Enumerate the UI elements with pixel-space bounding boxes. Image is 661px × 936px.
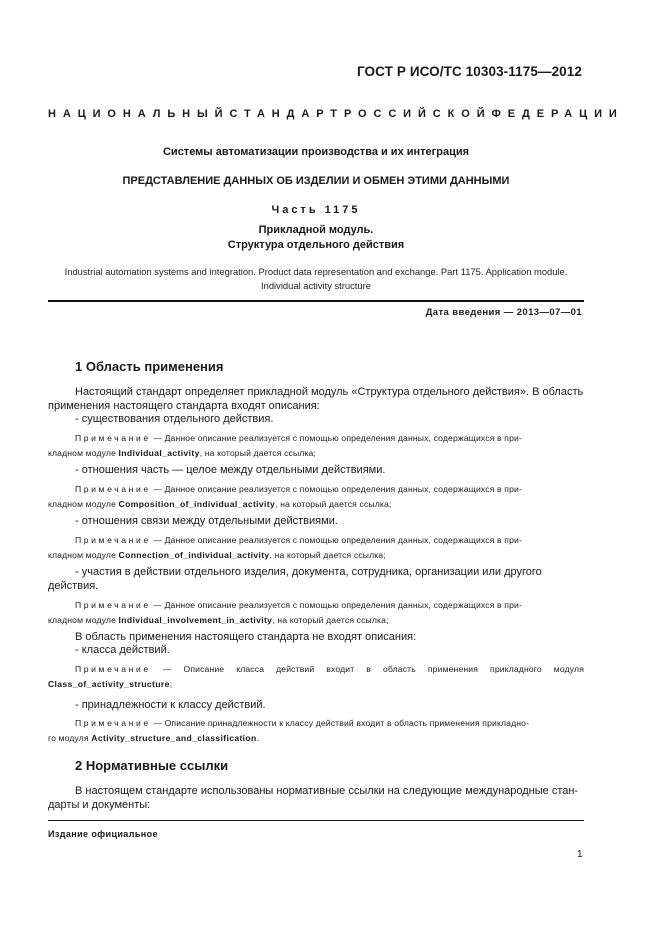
module-reference: Connection_of_individual_activity <box>118 550 270 560</box>
english-title <box>48 265 584 293</box>
note-1: Примечание — Данное описание реализуется с помощью определения данных, содержащихся в при- кладном модуле Individual_activity, на который дается ссылка; <box>48 433 523 458</box>
note-label: Примечание <box>75 433 151 443</box>
note-label: Примечание <box>75 718 151 728</box>
normative-references-line: дарты и документы: <box>48 798 151 811</box>
scope-item-line: действия. <box>48 579 99 592</box>
introduction-date: Дата введения — 2013—07—01 <box>425 307 582 318</box>
document-number: ГОСТ Р ИСО/ТС 10303-1175—2012 <box>356 64 582 79</box>
scope-intro-line: Настоящий стандарт определяет прикладной модуль «Структура отдельного действия». В область <box>75 386 584 398</box>
title-divider <box>48 300 584 302</box>
banner-word: СТАНДАРТ <box>229 108 344 120</box>
scope-item: - принадлежности к классу действий. <box>75 699 266 711</box>
scope-item: - существования отдельного действия. <box>75 413 274 425</box>
note-5: Примечание — Описание класса действий входит в область применения прикладного модуля Class_of_activity_structure; <box>48 664 584 689</box>
excluded-intro: В область применения настоящего стандарта не входят описания: <box>75 631 417 643</box>
official-edition-label: Издание официальное <box>48 829 158 839</box>
note-4: Примечание — Данное описание реализуется с помощью определения данных, содержащихся в при- кладном модуле Individual_involvement_in_activity, на который дается ссылка; <box>48 600 523 625</box>
main-title: ПРЕДСТАВЛЕНИЕ ДАННЫХ ОБ ИЗДЕЛИИ И ОБМЕН ЭТИМИ ДАННЫМИ <box>122 175 510 187</box>
module-reference: Class_of_activity_structure <box>48 679 170 689</box>
scope-item: - класса действий. <box>75 644 170 656</box>
module-reference: Composition_of_individual_activity <box>118 499 276 509</box>
banner-word: РОССИЙСКОЙ <box>343 108 492 120</box>
english-title-line: Industrial automation systems and integration. Product data representation and exchange. Part 1175. Application module. <box>64 266 568 277</box>
part-title: Часть 1175 <box>271 204 361 216</box>
normative-references-line: В настоящем стандарте использованы нормативные ссылки на следующие международные стан- <box>75 785 579 797</box>
scope-item: - отношения часть — целое между отдельными действиями. <box>75 464 386 476</box>
scope-item-line: - участия в действии отдельного изделия, документа, сотрудника, организации или другого <box>75 566 542 578</box>
note-label: Примечание <box>75 535 151 545</box>
note-label: Примечание <box>75 664 151 674</box>
module-reference: Individual_activity <box>118 448 200 458</box>
note-label: Примечание <box>75 600 151 610</box>
module-title-line: Прикладной модуль. <box>258 224 374 236</box>
series-title: Системы автоматизации производства и их интеграция <box>162 146 470 158</box>
normative-references-text <box>48 785 584 812</box>
module-title-line: Структура отдельного действия <box>227 239 405 251</box>
section-2-heading: 2 Нормативные ссылки <box>75 758 229 773</box>
module-reference: Individual_involvement_in_activity <box>118 615 273 625</box>
module-reference: Activity_structure_and_classification <box>91 733 257 743</box>
english-title-line: Individual activity structure <box>261 280 371 291</box>
note-6: Примечание — Описание принадлежности к классу действий входит в область применения прикладно- го модуля Activity_structure_and_classification. <box>48 718 530 743</box>
banner-word: ФЕДЕРАЦИИ <box>491 108 624 120</box>
note-2: Примечание — Данное описание реализуется с помощью определения данных, содержащихся в при- кладном модуле Composition_of_individual_activity, на который дается ссылка; <box>48 484 523 509</box>
scope-intro <box>48 386 584 413</box>
module-title <box>48 223 584 253</box>
national-standard-banner <box>48 108 624 120</box>
banner-word: НАЦИОНАЛЬНЫЙ <box>48 108 230 120</box>
scope-item: - отношения связи между отдельными действиями. <box>75 515 338 527</box>
footer-divider <box>48 820 584 821</box>
scope-intro-line: применения настоящего стандарта входят описания: <box>48 399 320 412</box>
scope-item <box>48 566 584 593</box>
section-1-heading: 1 Область применения <box>75 359 224 374</box>
note-3: Примечание — Данное описание реализуется с помощью определения данных, содержащихся в при- кладном модуле Connection_of_individual_activity, на который дается ссылка; <box>48 535 523 560</box>
page-number: 1 <box>577 849 583 860</box>
note-label: Примечание <box>75 484 151 494</box>
